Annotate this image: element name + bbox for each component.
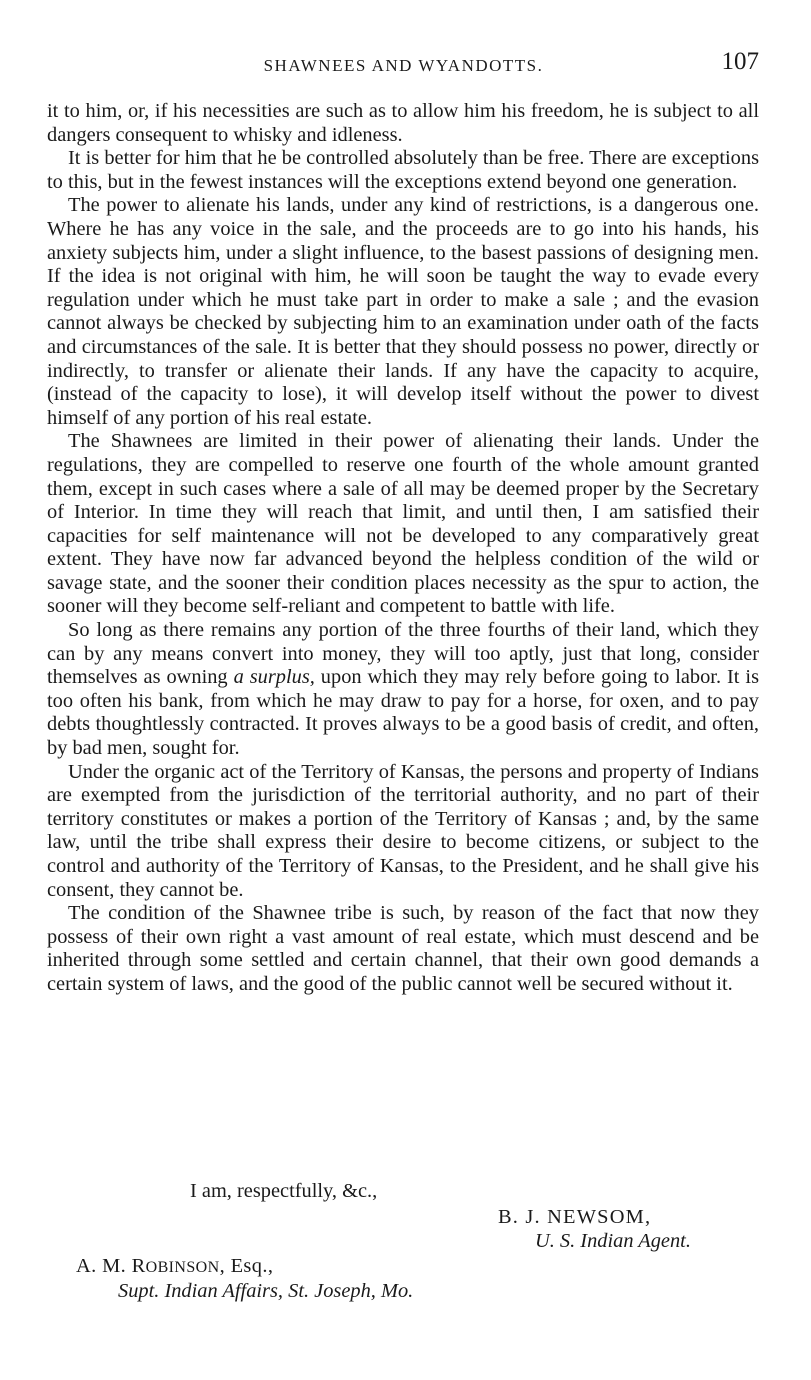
paragraph-6: Under the organic act of the Territory of Kansas, the persons and property of Indians are exempted from the jurisdiction of the territorial authority, and no part of their territory constitutes or makes a portion of the Territory of Kansas ; and, by the same law, until the tribe shall express their desire to become citizens, or subject to the control and authority of the Territory of Kansas, to the President, and he shall give his consent, they cannot be. bbox=[47, 760, 759, 901]
paragraph-5 bbox=[47, 619, 759, 761]
signature-title: U. S. Indian Agent. bbox=[535, 1230, 691, 1252]
paragraph-3: The power to alienate his lands, under any kind of restrictions, is a dangerous one. Where he has any voice in the sale, and the proceeds are to go into his hands, his anxiety subjects him, under a slight influence, to the basest passions of designing men. If the idea is not original with him, he will soon be taught the way to evade every regulation under which he must take part in order to make a sale ; and the evasion cannot always be checked by subjecting him to an examination under oath of the facts and circumstances of the sale. It is better that they should possess no power, directly or indirectly, to transfer or alienate their lands. If any have the capacity to acquire, (instead of the capacity to lose), it will develop itself without the power to divest himself of any portion of his real estate. bbox=[47, 194, 759, 429]
addressee-suffix: , Esq., bbox=[219, 1255, 274, 1277]
paragraph-5-text-b: upon which they may rely before going to labor. It is too often his bank, from which he may draw to pay for a horse, for oxen, and to pay debts thoughtlessly contracted. It proves always to be a good basis of credit, and often, by bad men, sought for. bbox=[47, 666, 760, 760]
paragraph-1: it to him, or, if his necessities are such as to allow him his freedom, he is subject to all dangers consequent to whisky and idleness. bbox=[47, 100, 759, 146]
letter-body bbox=[47, 100, 759, 997]
paragraph-4: The Shawnees are limited in their power of alienating their lands. Under the regulations, they are compelled to reserve one fourth of the whole amount granted them, except in such cases where a sale of all may be deemed proper by the Secretary of Interior. In time they will reach that limit, and until then, I am satisfied their capacities for self maintenance will not be developed to any comparatively great extent. They have now far advanced beyond the helpless condition of the wild or savage state, and the sooner their condition places necessity as the spur to action, the sooner will they become self-reliant and competent to battle with life. bbox=[47, 430, 759, 618]
running-head: SHAWNEES AND WYANDOTTS. bbox=[263, 56, 544, 75]
page-number: 107 bbox=[721, 48, 759, 75]
signature-name: B. J. NEWSOM, bbox=[498, 1206, 652, 1228]
addressee-name bbox=[76, 1255, 273, 1278]
addressee-initials: A. M. R bbox=[76, 1255, 146, 1277]
page-header bbox=[48, 48, 759, 80]
paragraph-5-text-a: So long as there remains any portion of the three fourths of their land, which they can by any means convert into money, they will too aptly, just that long, consider themselves as owning bbox=[47, 619, 759, 689]
addressee-role: Supt. Indian Affairs, St. Joseph, Mo. bbox=[118, 1280, 414, 1302]
paragraph-5-emphasis: a surplus, bbox=[233, 666, 315, 689]
paragraph-2: It is better for him that he be controlled absolutely than be free. There are exceptions to this, but in the fewest instances will the exceptions extend beyond one generation. bbox=[47, 147, 759, 193]
paragraph-7: The condition of the Shawnee tribe is such, by reason of the fact that now they possess of their own right a vast amount of real estate, which must descend and be inherited through some settled and certain channel, that their own good demands a certain system of laws, and the good of the public cannot well be secured without it. bbox=[47, 902, 759, 995]
closing-line: I am, respectfully, &c., bbox=[190, 1180, 378, 1202]
addressee-surname: OBINSON bbox=[145, 1259, 220, 1276]
